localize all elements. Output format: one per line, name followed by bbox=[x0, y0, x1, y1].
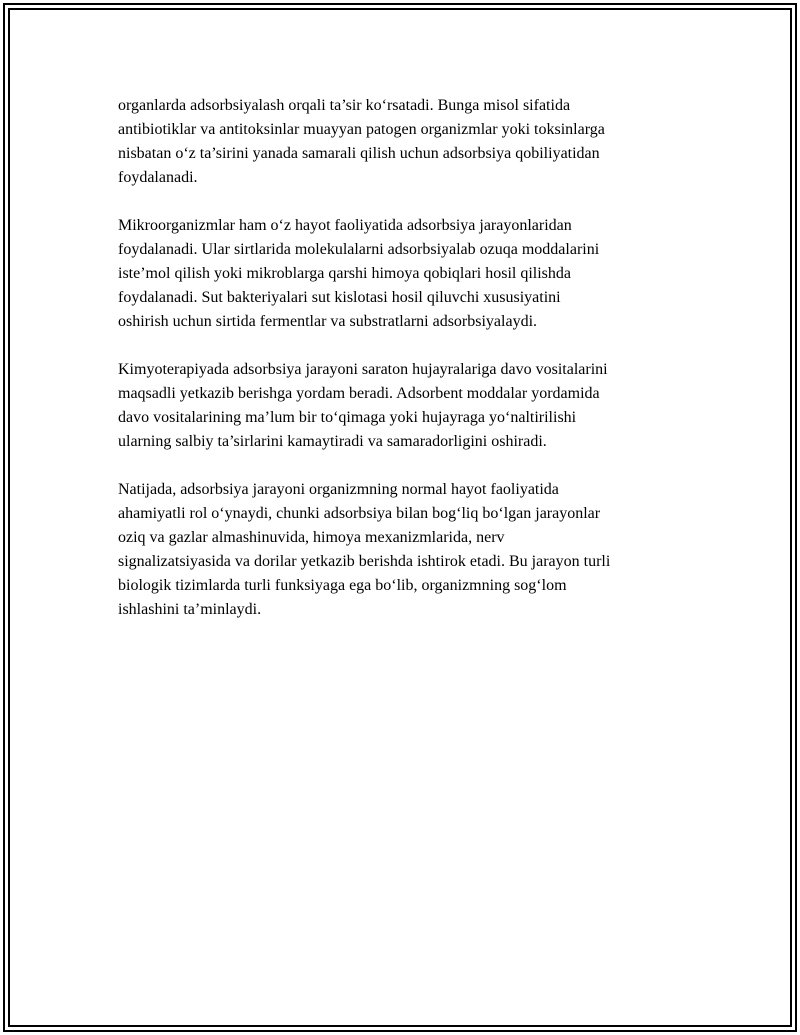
paragraph-2 bbox=[118, 214, 698, 334]
text-line: ishlashini ta’minlaydi. bbox=[118, 601, 262, 618]
text-line: foydalanadi. Sut bakteriyalari sut kislotasi hosil qiluvchi xususiyatini bbox=[118, 289, 561, 306]
text-line: nisbatan o‘z ta’sirini yanada samarali qilish uchun adsorbsiya qobiliyatidan bbox=[118, 145, 600, 162]
text-line: iste’mol qilish yoki mikroblarga qarshi himoya qobiqlari hosil qilishda bbox=[118, 265, 571, 282]
text-line: oshirish uchun sirtida fermentlar va substratlarni adsorbsiyalaydi. bbox=[118, 313, 538, 330]
text-line: Natijada, adsorbsiya jarayoni organizmning normal hayot faoliyatida bbox=[118, 481, 559, 498]
text-line: foydalanadi. bbox=[118, 169, 198, 186]
text-line: oziq va gazlar almashinuvida, himoya mexanizmlarida, nerv bbox=[118, 529, 505, 546]
text-line: organlarda adsorbsiyalash orqali ta’sir ko‘rsatadi. Bunga misol sifatida bbox=[118, 97, 571, 114]
text-line: foydalanadi. Ular sirtlarida molekulalarni adsorbsiyalab ozuqa moddalarini bbox=[118, 241, 600, 258]
text-line: maqsadli yetkazib berishga yordam beradi. Adsorbent moddalar yordamida bbox=[118, 385, 600, 402]
text-line: Mikroorganizmlar ham o‘z hayot faoliyatida adsorbsiya jarayonlaridan bbox=[118, 217, 572, 234]
text-line: davo vositalarining ma’lum bir to‘qimaga yoki hujayraga yo‘naltirilishi bbox=[118, 409, 577, 426]
paragraph-4 bbox=[118, 478, 698, 622]
text-line: Kimyoterapiyada adsorbsiya jarayoni saraton hujayralariga davo vositalarini bbox=[118, 361, 608, 378]
document-body bbox=[118, 94, 698, 646]
text-line: antibiotiklar va antitoksinlar muayyan patogen organizmlar yoki toksinlarga bbox=[118, 121, 605, 138]
text-line: ularning salbiy ta’sirlarini kamaytiradi va samaradorligini oshiradi. bbox=[118, 433, 547, 450]
paragraph-1 bbox=[118, 94, 698, 190]
text-line: biologik tizimlarda turli funksiyaga ega bo‘lib, organizmning sog‘lom bbox=[118, 577, 567, 594]
text-line: signalizatsiyasida va dorilar yetkazib berishda ishtirok etadi. Bu jarayon turli bbox=[118, 553, 611, 570]
text-line: ahamiyatli rol o‘ynaydi, chunki adsorbsiya bilan bog‘liq bo‘lgan jarayonlar bbox=[118, 505, 601, 522]
paragraph-3 bbox=[118, 358, 698, 454]
